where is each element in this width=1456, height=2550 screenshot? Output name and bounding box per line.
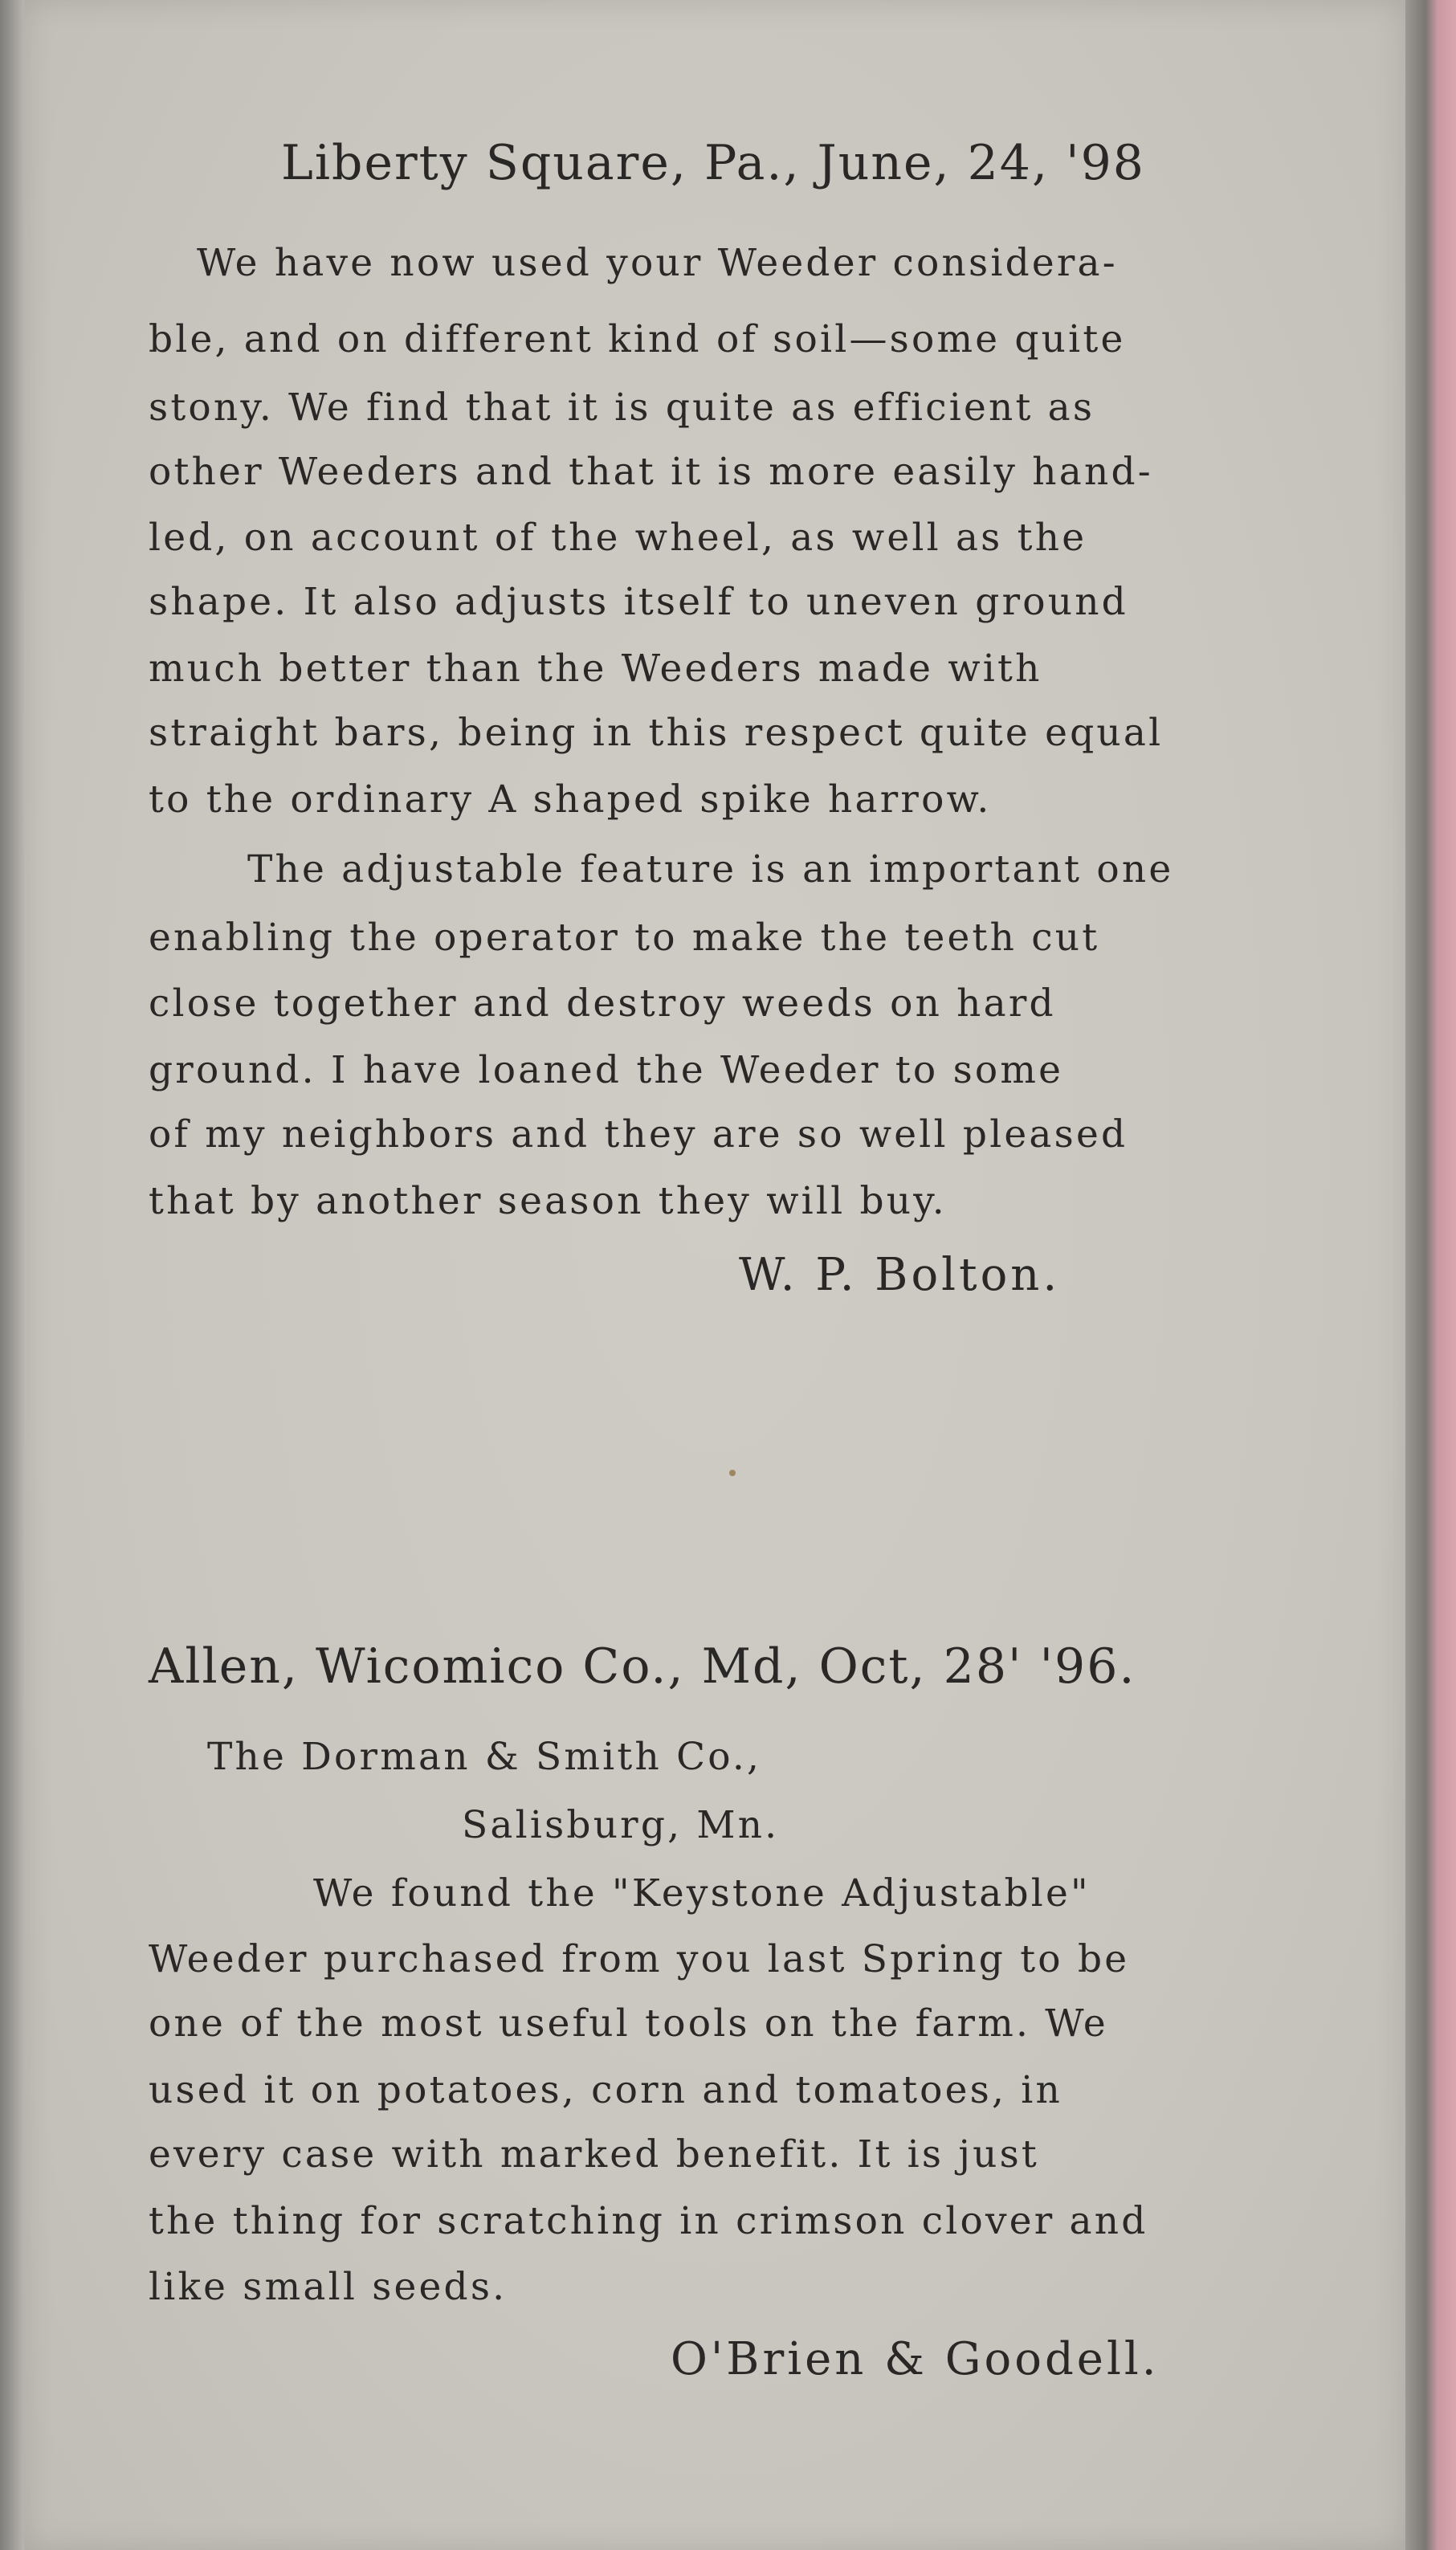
letter1-line: other Weeders and that it is more easily hand- xyxy=(149,450,1153,494)
letter2-line: Weeder purchased from you last Spring to be xyxy=(149,1937,1130,1981)
letter1-line: ble, and on different kind of soil—some quite xyxy=(149,317,1126,361)
letter2-addressee: The Dorman & Smith Co., xyxy=(207,1735,762,1779)
letter2-line: like small seeds. xyxy=(149,2265,508,2309)
letter2-signature: O'Brien & Goodell. xyxy=(671,2333,1160,2385)
letter2-line: every case with marked benefit. It is just xyxy=(149,2132,1040,2177)
letter1-line: The adjustable feature is an important one xyxy=(247,847,1174,891)
letter1-signature: W. P. Bolton. xyxy=(739,1249,1061,1301)
letter1-line: that by another season they will buy. xyxy=(149,1179,947,1223)
letter1-line: ground. I have loaned the Weeder to some xyxy=(149,1048,1064,1092)
letter1-line: close together and destroy weeds on hard xyxy=(149,981,1056,1026)
letter2-line: one of the most useful tools on the farm. We xyxy=(149,2001,1108,2046)
page xyxy=(24,0,1405,2550)
letter2-line: the thing for scratching in crimson clover and xyxy=(149,2199,1148,2243)
letter1-line: of my neighbors and they are so well pleased xyxy=(149,1112,1128,1157)
letter1-line: shape. It also adjusts itself to uneven ground xyxy=(149,580,1128,624)
letter1-line: straight bars, being in this respect quite equal xyxy=(149,711,1164,755)
letter2-dateline: Allen, Wicomico Co., Md, Oct, 28' '96. xyxy=(149,1638,1136,1695)
letter1-line: enabling the operator to make the teeth cut xyxy=(149,916,1100,960)
letter2-line: We found the "Keystone Adjustable" xyxy=(313,1871,1091,1916)
letter1-line: We have now used your Weeder considera- xyxy=(197,241,1118,285)
letter1-line: led, on account of the wheel, as well as the xyxy=(149,516,1087,560)
letter1-line: stony. We find that it is quite as efficient as xyxy=(149,386,1095,430)
letter1-dateline: Liberty Square, Pa., June, 24, '98 xyxy=(281,135,1145,191)
letter1-line: much better than the Weeders made with xyxy=(149,647,1042,691)
letter2-line: used it on potatoes, corn and tomatoes, in xyxy=(149,2068,1062,2112)
letter2-addressee-city: Salisburg, Mn. xyxy=(462,1803,780,1847)
letter1-line: to the ordinary A shaped spike harrow. xyxy=(149,777,992,822)
paper-speck xyxy=(729,1470,736,1476)
